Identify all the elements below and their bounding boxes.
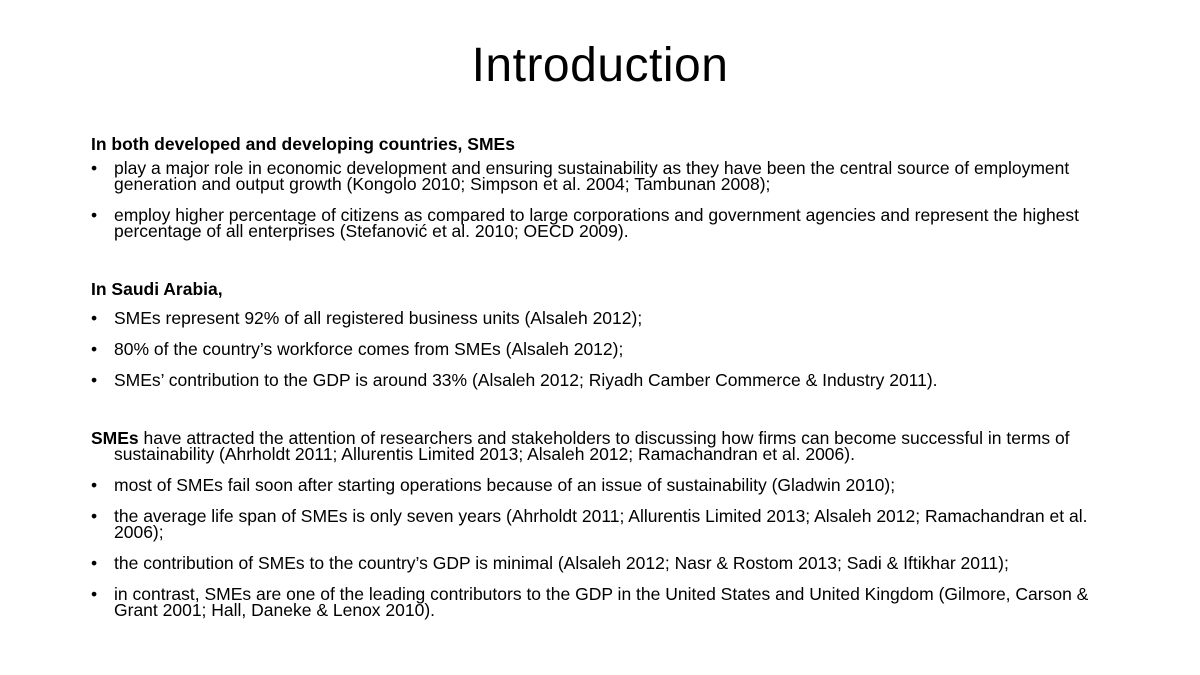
paragraph-smes-attention	[91, 430, 1121, 462]
bullet-item: • the average life span of SMEs is only seven years (Ahrholdt 2011; Allurentis Limited 2013; Alsaleh 2012; Ramachandran et al. 2006);	[91, 508, 1121, 540]
section-heading-developed: In both developed and developing countries, SMEs	[91, 134, 515, 154]
slide-title: Introduction	[471, 39, 729, 92]
bullet-item: • SMEs represent 92% of all registered business units (Alsaleh 2012);	[91, 310, 1121, 326]
bullet-list-saudi	[91, 310, 1121, 388]
bullet-item: • most of SMEs fail soon after starting operations because of an issue of sustainability (Gladwin 2010);	[91, 477, 1121, 493]
slide-body	[91, 136, 1121, 618]
bullet-item: • SMEs’ contribution to the GDP is around 33% (Alsaleh 2012; Riyadh Camber Commerce & Industry 2011).	[91, 372, 1121, 388]
bullet-list-sustainability	[91, 477, 1121, 618]
bullet-item: • play a major role in economic development and ensuring sustainability as they have been the central source of employment generation and output growth (Kongolo 2010; Simpson et al. 2004; Tambunan 2008);	[91, 160, 1121, 192]
bullet-item: • in contrast, SMEs are one of the leading contributors to the GDP in the United States and United Kingdom (Gilmore, Carson & Grant 2001; Hall, Daneke & Lenox 2010).	[91, 586, 1121, 618]
section-heading-saudi: In Saudi Arabia,	[91, 279, 223, 299]
paragraph-lead-text: have attracted the attention of researchers and stakeholders to discussing how firms can become successful in terms of sustainability (Ahrholdt 2011; Allurentis Limited 2013; Alsaleh 2012; Ramachandran et al. 2006).	[114, 428, 1070, 464]
bullet-item: • 80% of the country’s workforce comes from SMEs (Alsaleh 2012);	[91, 341, 1121, 357]
bullet-list-developed	[91, 160, 1121, 239]
bullet-item: • employ higher percentage of citizens as compared to large corporations and government agencies and represent the highest percentage of all enterprises (Stefanović et al. 2010; OECD 2009).	[91, 207, 1121, 239]
bullet-item: • the contribution of SMEs to the country’s GDP is minimal (Alsaleh 2012; Nasr & Rostom 2013; Sadi & Iftikhar 2011);	[91, 555, 1121, 571]
paragraph-lead-bold: SMEs	[91, 428, 139, 448]
